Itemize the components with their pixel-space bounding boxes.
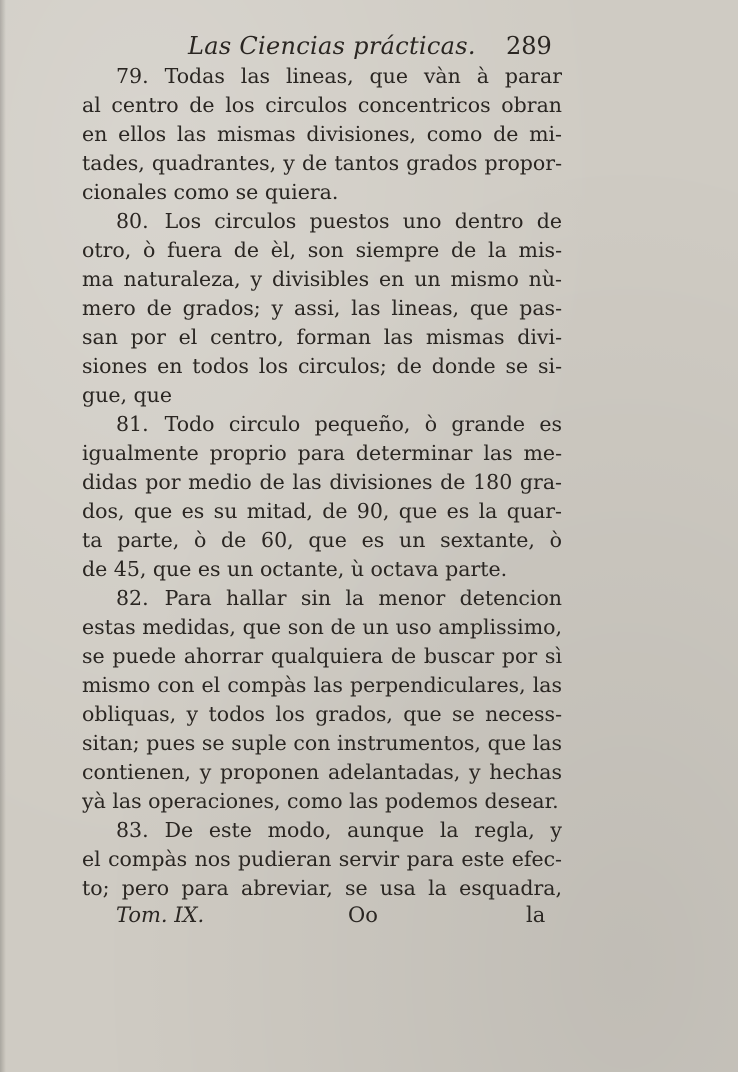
text-line: mismo con el compàs las perpendiculares, las [82, 673, 562, 697]
text-line: didas por medio de las divisiones de 180 gra- [82, 470, 562, 494]
text-line: gue, que [82, 383, 172, 407]
page-number: 289 [506, 32, 552, 60]
text-line: 80. Los circulos puestos uno dentro de [116, 209, 562, 233]
text-line: el compàs nos pudieran servir para este efec- [82, 847, 562, 871]
text-line: obliquas, y todos los grados, que se necess- [82, 702, 562, 726]
text-line: igualmente proprio para determinar las me- [82, 441, 562, 465]
text-line: yà las operaciones, como las podemos desear. [82, 789, 559, 813]
text-line: cionales como se quiera. [82, 180, 339, 204]
text-line: siones en todos los circulos; de donde se si- [82, 354, 562, 378]
paragraph-number: 81. [116, 412, 149, 436]
paragraph-number: 82. [116, 586, 149, 610]
text-line: mero de grados; y assi, las lineas, que pas- [82, 296, 562, 320]
text-line: 81. Todo circulo pequeño, ò grande es [116, 412, 562, 436]
text-line: de 45, que es un octante, ù octava parte. [82, 557, 508, 581]
page-footer [0, 903, 738, 935]
text-line: al centro de los circulos concentricos obran [82, 93, 562, 117]
volume-signature: Tom. IX. [116, 903, 205, 927]
paragraph-number: 80. [116, 209, 149, 233]
gathering-mark: Oo [348, 903, 378, 927]
body-text [82, 62, 562, 903]
text-line: 79. Todas las lineas, que vàn à parar [116, 64, 562, 88]
text-line: to; pero para abreviar, se usa la esquadra, [82, 876, 562, 900]
paragraph-number: 83. [116, 818, 149, 842]
text-line: ta parte, ò de 60, que es un sextante, ò [82, 528, 562, 552]
paragraph-number: 79. [116, 64, 149, 88]
text-line: otro, ò fuera de èl, son siempre de la mis- [82, 238, 562, 262]
running-head [0, 32, 738, 62]
text-line: ma naturaleza, y divisibles en un mismo nù- [82, 267, 562, 291]
text-line: tades, quadrantes, y de tantos grados propor- [82, 151, 562, 175]
text-line: en ellos las mismas divisiones, como de mi- [82, 122, 562, 146]
text-line: san por el centro, forman las mismas divi- [82, 325, 562, 349]
text-line: sitan; pues se suple con instrumentos, que las [82, 731, 562, 755]
running-title: Las Ciencias prácticas. [188, 32, 476, 60]
catchword: la [526, 903, 546, 927]
text-line: 82. Para hallar sin la menor detencion [116, 586, 562, 610]
text-line: dos, que es su mitad, de 90, que es la quar- [82, 499, 562, 523]
text-line: estas medidas, que son de un uso amplissimo, [82, 615, 562, 639]
text-line: 83. De este modo, aunque la regla, y [116, 818, 562, 842]
text-line: contienen, y proponen adelantadas, y hechas [82, 760, 562, 784]
text-line: se puede ahorrar qualquiera de buscar por sì [82, 644, 562, 668]
